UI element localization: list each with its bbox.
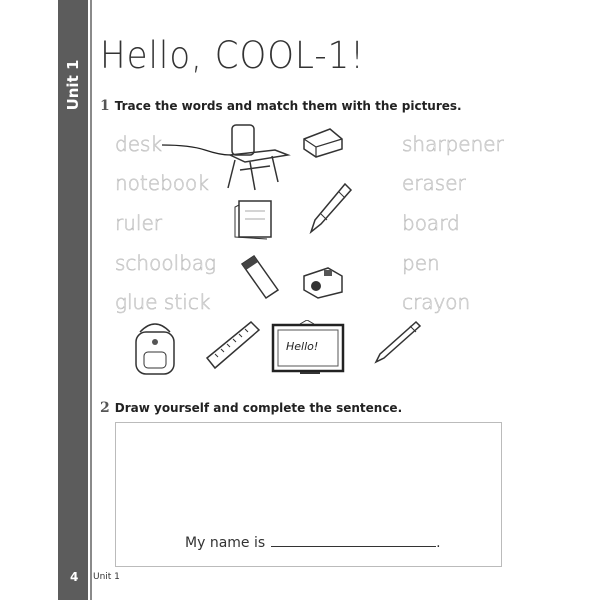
crayon-icon [305,180,353,238]
page-number: 4 [70,570,79,584]
ruler-icon [203,318,263,372]
name-sentence [185,534,441,551]
name-blank[interactable] [271,534,436,547]
trace-word: pen [402,251,440,275]
trace-word: schoolbag [115,251,217,275]
page-title: Hello, COOL-1! [100,34,365,78]
instruction-text: Trace the words and match them with the pictures. [114,99,462,113]
trace-word: eraser [402,171,466,195]
eraser-icon [300,125,346,161]
sharpener-icon [298,262,348,302]
match-line-desk-chair [160,120,300,195]
exercise-1-instruction [100,98,462,114]
pen-icon [372,318,422,366]
sidebar-divider [90,0,92,600]
trace-word: crayon [402,290,471,314]
trace-word: sharpener [402,132,504,156]
trace-word: ruler [115,211,162,235]
glue-stick-icon [236,252,282,302]
exercise-2-instruction [100,400,402,416]
notebook-icon [233,195,277,241]
instruction-text: Draw yourself and complete the sentence. [114,401,403,415]
trace-word: glue stick [115,290,211,314]
trace-word: board [402,211,460,235]
schoolbag-icon [128,318,182,378]
trace-word: notebook [115,171,209,195]
desk-chair-icon [228,125,288,190]
exercise-number: 1 [100,98,110,114]
trace-word: desk [115,132,163,156]
sentence-text: My name is [185,535,266,551]
unit-label: Unit 1 [64,59,82,111]
footer-unit: Unit 1 [93,572,120,582]
sentence-period: . [436,535,441,551]
board-icon [270,320,345,376]
exercise-number: 2 [100,400,110,416]
board-text: Hello! [286,340,319,353]
